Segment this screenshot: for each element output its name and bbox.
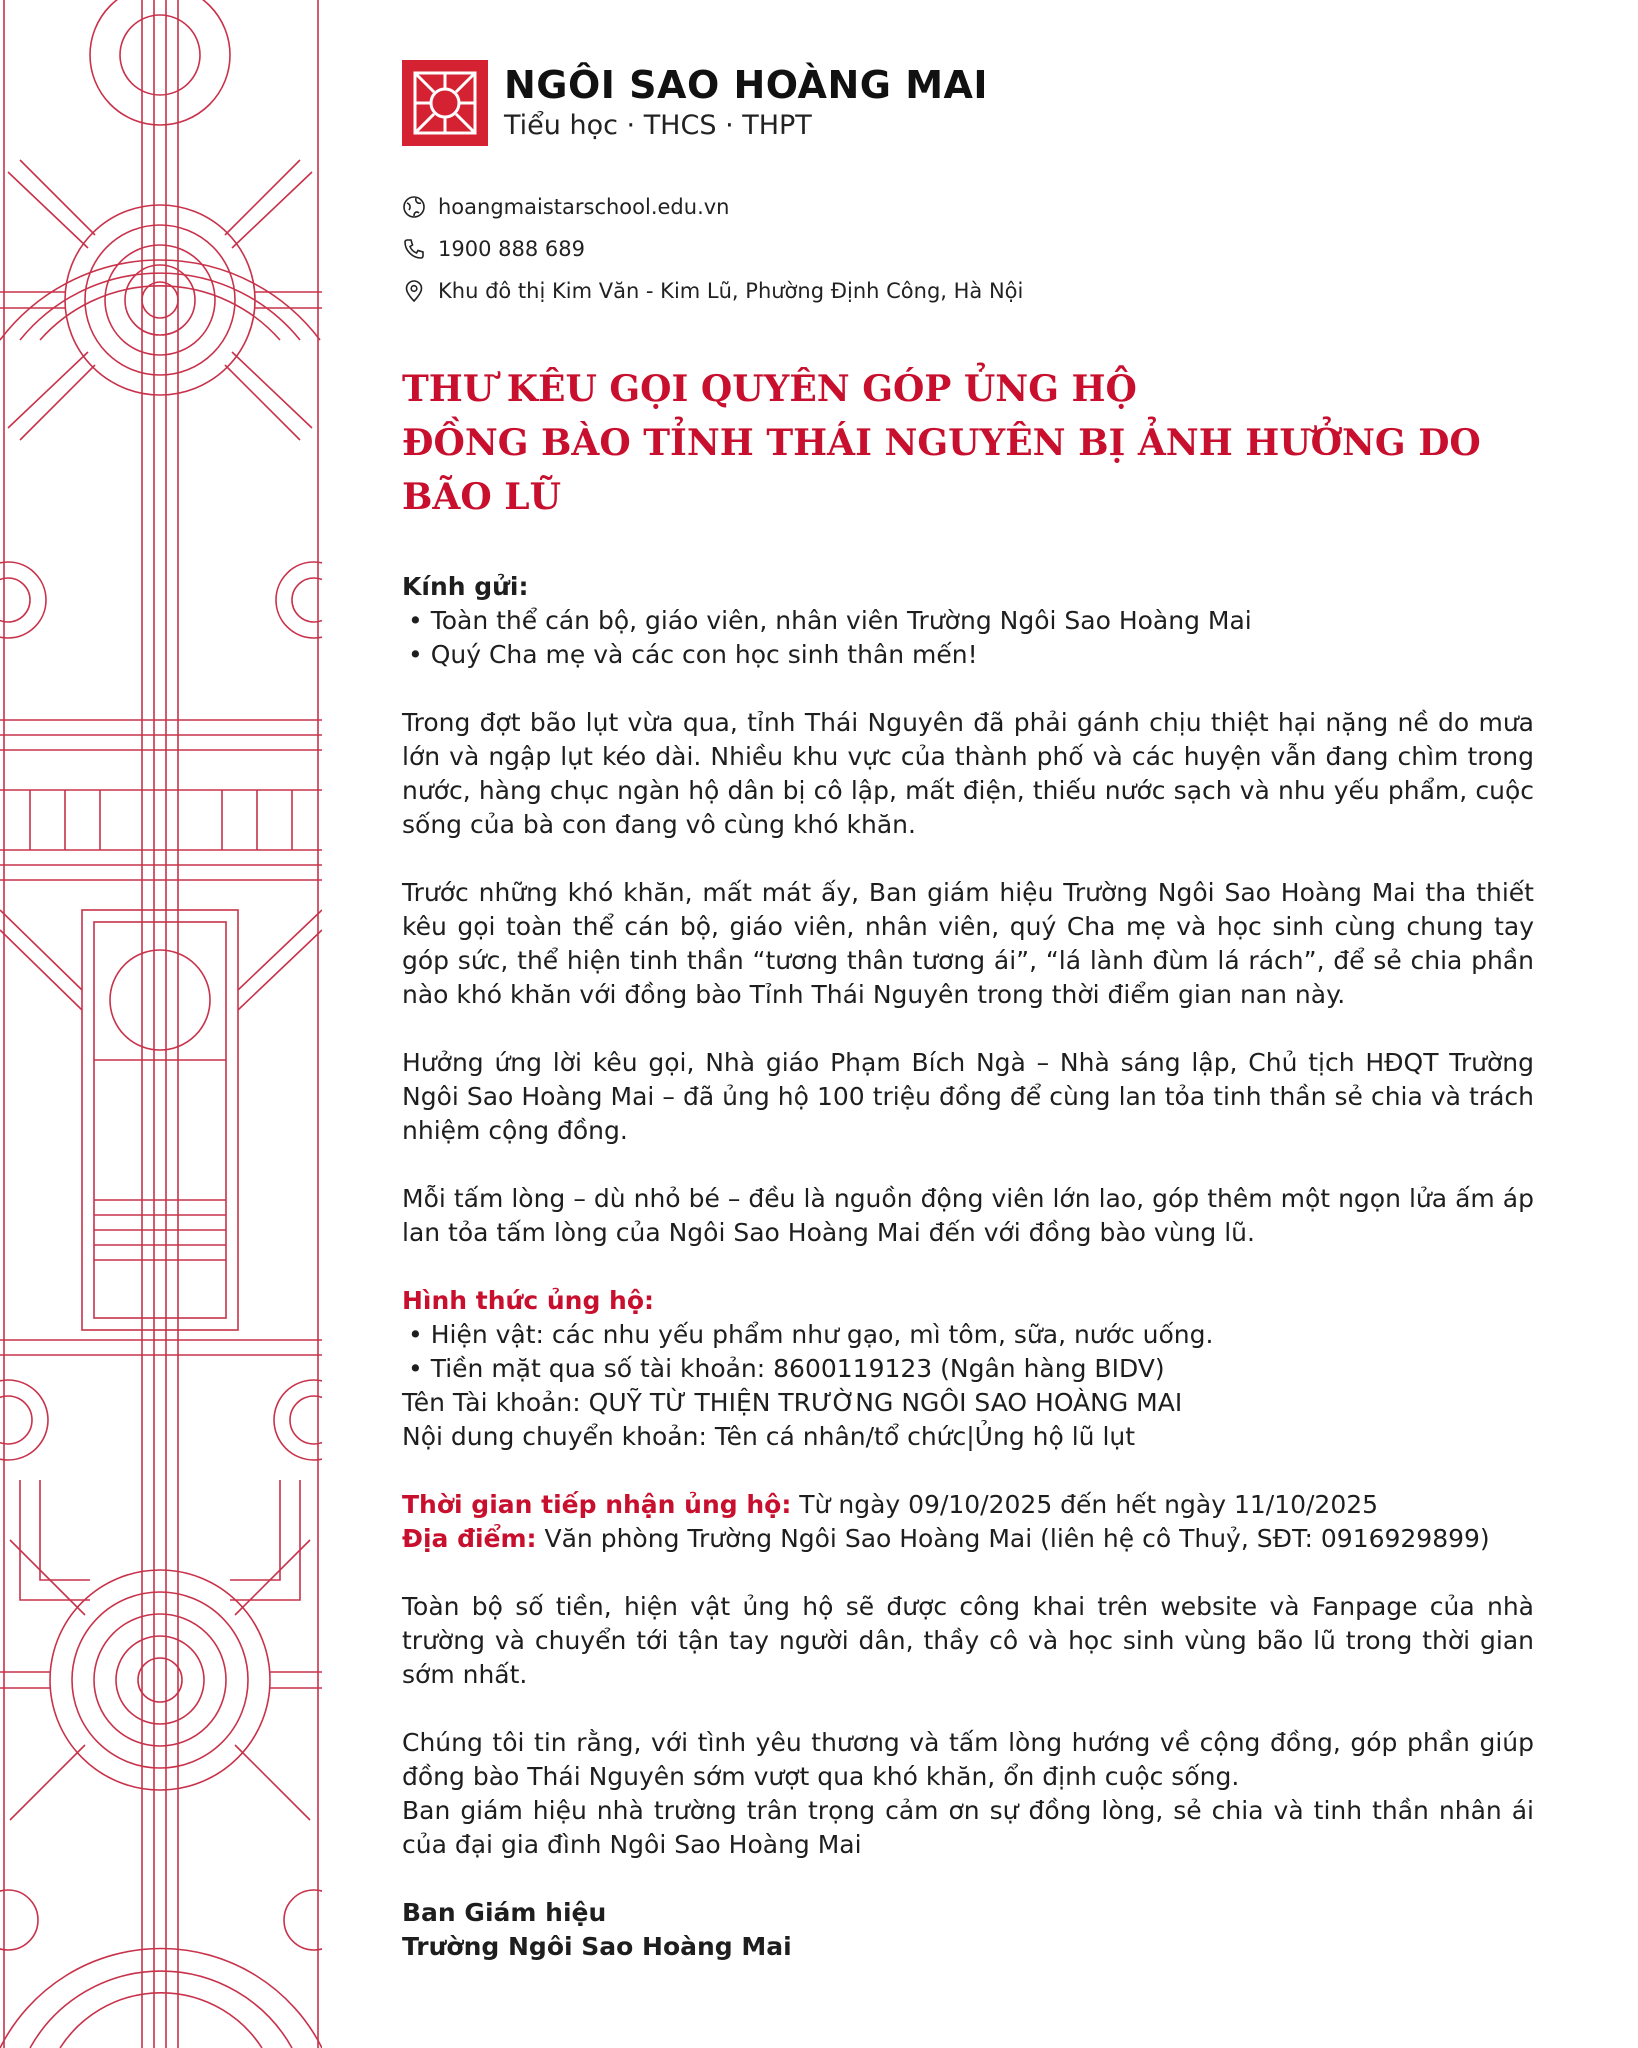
- signature-line-1: Ban Giám hiệu: [402, 1898, 607, 1927]
- transfer-note: Nội dung chuyển khoản: Tên cá nhân/tổ chức|Ủng hộ lũ lụt: [402, 1422, 1136, 1451]
- time-line: [402, 1488, 1534, 1522]
- body-paragraph: Mỗi tấm lòng – dù nhỏ bé – đều là nguồn động viên lớn lao, góp thêm một ngọn lửa ấm áp lan tỏa tấm lòng của Ngôi Sao Hoàng Mai đến với đồng bào vùng lũ.: [402, 1184, 1534, 1247]
- recipient-item: • Toàn thể cán bộ, giáo viên, nhân viên Trường Ngôi Sao Hoàng Mai: [408, 606, 1252, 635]
- brand-name: NGÔI SAO HOÀNG MAI: [504, 63, 989, 107]
- letter-body: [402, 570, 1534, 1964]
- decorative-pattern: [0, 0, 322, 2048]
- donation-block: [402, 1284, 1534, 1454]
- title-line-2: ĐỒNG BÀO TỈNH THÁI NGUYÊN BỊ ẢNH HƯỞNG DO BÃO LŨ: [402, 422, 1481, 518]
- closing-paragraph: Ban giám hiệu nhà trường trân trọng cảm ơn sự đồng lòng, sẻ chia và tinh thần nhân ái của đại gia đình Ngôi Sao Hoàng Mai: [402, 1796, 1534, 1859]
- website-contact[interactable]: [402, 186, 1534, 228]
- greeting-heading: Kính gửi:: [402, 572, 529, 601]
- account-name: Tên Tài khoản: QUỸ TỪ THIỆN TRƯỜNG NGÔI SAO HOÀNG MAI: [402, 1388, 1183, 1417]
- place-line: [402, 1522, 1534, 1556]
- closing-block: [402, 1726, 1534, 1862]
- closing-paragraph: Toàn bộ số tiền, hiện vật ủng hộ sẽ được công khai trên website và Fanpage của nhà trường và chuyển tới tận tay người dân, thầy cô và học sinh vùng bão lũ trong thời gian sớm nhất.: [402, 1592, 1534, 1689]
- letter-title: [402, 362, 1534, 524]
- phone-text: 1900 888 689: [438, 237, 585, 261]
- recipient-item: • Quý Cha mẹ và các con học sinh thân mến!: [408, 640, 978, 669]
- donation-item: • Hiện vật: các nhu yếu phẩm như gạo, mì tôm, sữa, nước uống.: [408, 1320, 1214, 1349]
- place-value: Văn phòng Trường Ngôi Sao Hoàng Mai (liên hệ cô Thuỷ, SĐT: 0916929899): [536, 1524, 1490, 1553]
- greeting-block: [402, 570, 1534, 672]
- body-paragraph: Trước những khó khăn, mất mát ấy, Ban giám hiệu Trường Ngôi Sao Hoàng Mai tha thiết kêu gọi toàn thể cán bộ, giáo viên, nhân viên, quý Cha mẹ và học sinh cùng chung tay góp sức, thể hiện tinh thần “tương thân tương ái”, “lá lành đùm lá rách”, để sẻ chia phần nào khó khăn với đồng bào Tỉnh Thái Nguyên trong thời điểm gian nan này.: [402, 878, 1534, 1009]
- phone-icon: [402, 237, 426, 261]
- star-logo-icon: [402, 60, 488, 146]
- signature-line-2: Trường Ngôi Sao Hoàng Mai: [402, 1932, 792, 1961]
- signature-block: [402, 1896, 1534, 1964]
- letter: [402, 60, 1534, 1964]
- brand-header: [402, 60, 1534, 146]
- donation-heading: Hình thức ủng hộ:: [402, 1286, 655, 1315]
- location-pin-icon: [402, 279, 426, 303]
- body-paragraph: Trong đợt bão lụt vừa qua, tỉnh Thái Nguyên đã phải gánh chịu thiệt hại nặng nề do mưa lớn và ngập lụt kéo dài. Nhiều khu vực của thành phố và các huyện vẫn đang chìm trong nước, hàng chục ngàn hộ dân bị cô lập, mất điện, thiếu nước sạch và nhu yếu phẩm, cuộc sống của bà con đang vô cùng khó khăn.: [402, 708, 1534, 839]
- donation-item: • Tiền mặt qua số tài khoản: 8600119123 (Ngân hàng BIDV): [408, 1354, 1165, 1383]
- time-value: Từ ngày 09/10/2025 đến hết ngày 11/10/2025: [791, 1490, 1379, 1519]
- brand-subtitle: Tiểu học · THCS · THPT: [504, 110, 812, 141]
- website-text: hoangmaistarschool.edu.vn: [438, 195, 730, 219]
- body-paragraph: Hưởng ứng lời kêu gọi, Nhà giáo Phạm Bích Ngà – Nhà sáng lập, Chủ tịch HĐQT Trường Ngôi Sao Hoàng Mai – đã ủng hộ 100 triệu đồng để cùng lan tỏa tinh thần sẻ chia và trách nhiệm cộng đồng.: [402, 1048, 1534, 1145]
- title-line-1: THƯ KÊU GỌI QUYÊN GÓP ỦNG HỘ: [402, 368, 1137, 410]
- contact-list: [402, 186, 1534, 312]
- schedule-block: [402, 1488, 1534, 1556]
- phone-contact[interactable]: [402, 228, 1534, 270]
- closing-paragraph: Chúng tôi tin rằng, với tình yêu thương và tấm lòng hướng về cộng đồng, góp phần giúp đồng bào Thái Nguyên sớm vượt qua khó khăn, ổn định cuộc sống.: [402, 1728, 1534, 1791]
- time-label: Thời gian tiếp nhận ủng hộ:: [402, 1490, 792, 1519]
- globe-icon: [402, 195, 426, 219]
- place-label: Địa điểm:: [402, 1524, 537, 1553]
- address-contact: [402, 270, 1534, 312]
- address-text: Khu đô thị Kim Văn - Kim Lũ, Phường Định Công, Hà Nội: [438, 279, 1024, 303]
